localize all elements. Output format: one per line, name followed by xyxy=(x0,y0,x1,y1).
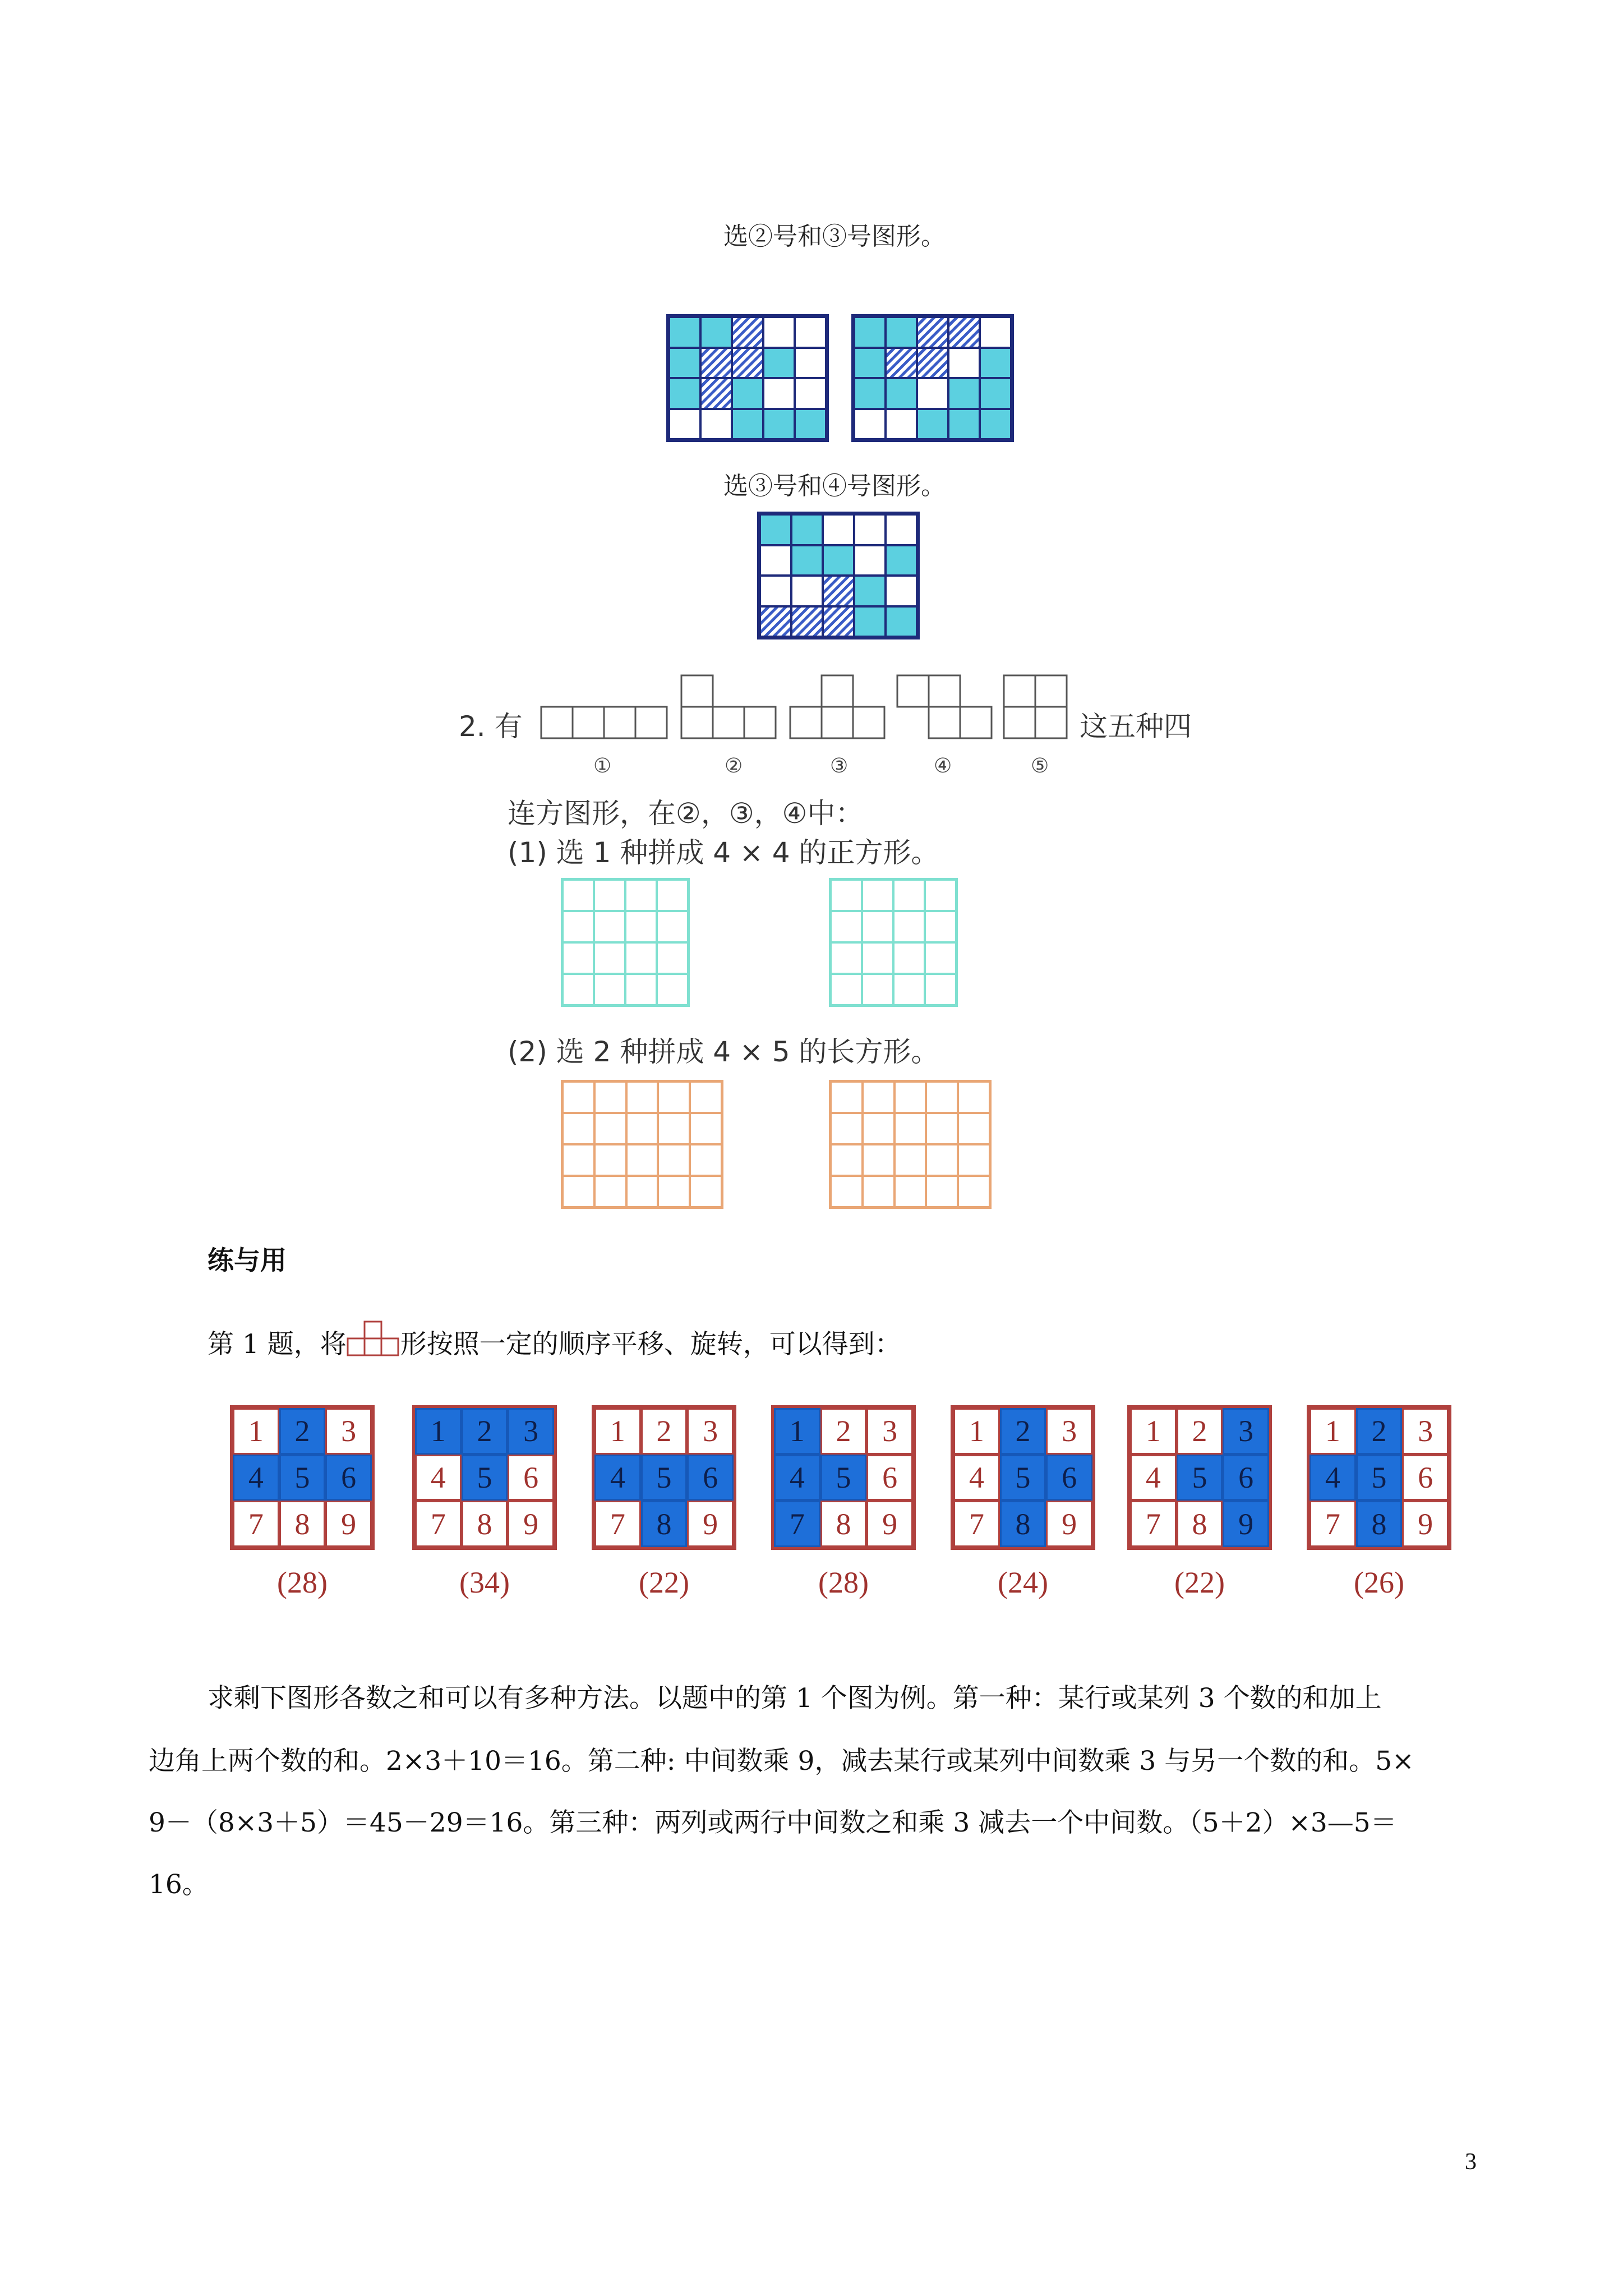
grid-number: 6 xyxy=(687,1455,734,1501)
grid-number: 5 xyxy=(641,1455,688,1501)
grid-cell xyxy=(657,974,688,1005)
grid-cell xyxy=(625,974,657,1005)
grid-cell xyxy=(895,1082,926,1113)
grid-cell xyxy=(562,942,594,974)
task1-before: 第 1 题，将 xyxy=(208,1329,347,1360)
grid-number: 4 xyxy=(594,1455,641,1501)
q2-part1: (1) 选 1 种拼成 4 × 4 的正方形。 xyxy=(508,836,939,869)
grid-number: 6 xyxy=(508,1455,554,1501)
grid-number: 7 xyxy=(1310,1501,1356,1547)
grid-cell xyxy=(958,1082,990,1113)
grid-cell xyxy=(760,514,791,545)
grid-cell xyxy=(958,1144,990,1176)
grid-cell xyxy=(657,911,688,942)
grid-number: 3 xyxy=(1223,1408,1269,1455)
grid-cell xyxy=(700,378,732,409)
grid-cell xyxy=(657,942,688,974)
grid-number: 8 xyxy=(1356,1501,1403,1547)
grid-cell xyxy=(625,911,657,942)
grid-cell xyxy=(893,942,925,974)
grid-cell xyxy=(763,378,795,409)
grid-number: 1 xyxy=(415,1408,462,1455)
grid-cell xyxy=(669,348,700,379)
grid-cell xyxy=(862,942,893,974)
grid-cell xyxy=(862,880,893,911)
grid-number: 1 xyxy=(774,1408,820,1455)
grid-number: 9 xyxy=(325,1501,372,1547)
grid-cell xyxy=(791,545,823,576)
grid-number: 8 xyxy=(279,1501,326,1547)
number-grid xyxy=(412,1405,557,1550)
grid-number: 9 xyxy=(1046,1501,1092,1547)
grid-cell xyxy=(669,317,700,348)
grid-cell xyxy=(893,880,925,911)
grid-cell xyxy=(886,576,917,606)
grid-cell xyxy=(700,317,732,348)
grid-number: 5 xyxy=(1177,1455,1223,1501)
grid-cell xyxy=(562,880,594,911)
grid-number: 8 xyxy=(641,1501,688,1547)
grid-cell xyxy=(562,1082,594,1113)
grid-number: 2 xyxy=(1177,1408,1223,1455)
grid-cell xyxy=(594,880,625,911)
grid-number: 9 xyxy=(866,1501,913,1547)
grid-cell xyxy=(893,911,925,942)
grid-cell xyxy=(863,1082,895,1113)
grid-cell xyxy=(700,348,732,379)
grid-cell xyxy=(831,911,862,942)
grid-number: 2 xyxy=(279,1408,326,1455)
grid-cell xyxy=(831,1144,863,1176)
section-title: 练与用 xyxy=(208,1245,287,1276)
grid-cell xyxy=(854,409,886,440)
grid-sum: (22) xyxy=(1174,1566,1225,1599)
page-number: 3 xyxy=(1465,2149,1477,2175)
grid-number: 2 xyxy=(1356,1408,1403,1455)
grid-number: 4 xyxy=(415,1455,462,1501)
grid-cell xyxy=(562,974,594,1005)
grid-cell xyxy=(926,1176,958,1207)
grid-cell xyxy=(886,317,917,348)
grid-cell xyxy=(562,911,594,942)
grid-number: 2 xyxy=(1000,1408,1046,1455)
grid-number: 3 xyxy=(866,1408,913,1455)
grid-number: 6 xyxy=(1223,1455,1269,1501)
caption-select-2-3: 选②号和③号图形。 xyxy=(723,222,946,251)
grid-cell xyxy=(791,576,823,606)
grid-number: 5 xyxy=(462,1455,508,1501)
grid-cell xyxy=(594,1144,626,1176)
grid-cell xyxy=(823,514,854,545)
grid-cell xyxy=(893,974,925,1005)
solution-grid-c xyxy=(757,512,920,639)
number-grid xyxy=(592,1405,736,1550)
grid-cell xyxy=(690,1176,722,1207)
grid-cell xyxy=(831,1176,863,1207)
grid-cell xyxy=(926,1144,958,1176)
grid-cell xyxy=(958,1113,990,1144)
grid-cell xyxy=(980,348,1011,379)
grid-cell xyxy=(795,317,826,348)
grid-cell xyxy=(823,606,854,637)
grid-number: 7 xyxy=(415,1501,462,1547)
grid-cell xyxy=(980,409,1011,440)
grid-cell xyxy=(925,942,956,974)
grid-cell xyxy=(980,317,1011,348)
grid-number: 3 xyxy=(325,1408,372,1455)
solution-grid-b xyxy=(851,314,1014,442)
grid-number: 8 xyxy=(1177,1501,1223,1547)
grid-cell xyxy=(823,545,854,576)
tetromino-2 xyxy=(681,675,776,738)
grid-cell xyxy=(831,1113,863,1144)
number-grid xyxy=(1307,1405,1451,1550)
grid-number: 2 xyxy=(641,1408,688,1455)
grid-cell xyxy=(948,409,980,440)
grid-cell xyxy=(562,1144,594,1176)
grid-cell xyxy=(862,911,893,942)
tetromino-shapes xyxy=(538,668,1077,746)
grid-cell xyxy=(594,974,625,1005)
grid-cell xyxy=(863,1176,895,1207)
grid-cell xyxy=(763,348,795,379)
grid-number: 8 xyxy=(462,1501,508,1547)
number-grid xyxy=(771,1405,916,1550)
empty-grid-4x4-a xyxy=(561,878,690,1007)
grid-cell xyxy=(669,378,700,409)
grid-sum: (34) xyxy=(459,1566,510,1599)
grid-cell xyxy=(926,1082,958,1113)
q2-part2: (2) 选 2 种拼成 4 × 5 的长方形。 xyxy=(508,1036,939,1068)
grid-cell xyxy=(917,378,948,409)
grid-cell xyxy=(690,1113,722,1144)
grid-number: 9 xyxy=(508,1501,554,1547)
grid-number: 5 xyxy=(1356,1455,1403,1501)
grid-number: 6 xyxy=(1046,1455,1092,1501)
grid-number: 6 xyxy=(1402,1455,1449,1501)
grid-cell xyxy=(886,348,917,379)
grid-cell xyxy=(831,942,862,974)
grid-cell xyxy=(831,880,862,911)
grid-cell xyxy=(917,317,948,348)
number-grid xyxy=(951,1405,1095,1550)
grid-cell xyxy=(925,880,956,911)
grid-number: 6 xyxy=(325,1455,372,1501)
grid-cell xyxy=(690,1144,722,1176)
grid-cell xyxy=(791,514,823,545)
explanation-line-1: 求剩下图形各数之和可以有多种方法。以题中的第 1 个图为例。第一种：某行或某列 3 个数的和加上 xyxy=(208,1683,1382,1714)
grid-cell xyxy=(854,606,886,637)
task1-after: 形按照一定的顺序平移、旋转，可以得到： xyxy=(400,1329,901,1360)
grid-cell xyxy=(895,1113,926,1144)
grid-cell xyxy=(926,1113,958,1144)
grid-cell xyxy=(626,1144,658,1176)
grid-cell xyxy=(854,348,886,379)
grid-cell xyxy=(795,378,826,409)
grid-cell xyxy=(854,378,886,409)
grid-cell xyxy=(625,942,657,974)
q2-suffix: 这五种四 xyxy=(1080,710,1192,743)
grid-number: 1 xyxy=(1310,1408,1356,1455)
grid-cell xyxy=(658,1113,690,1144)
grid-cell xyxy=(886,606,917,637)
grid-cell xyxy=(854,545,886,576)
grid-number: 6 xyxy=(866,1455,913,1501)
grid-cell xyxy=(925,911,956,942)
grid-cell xyxy=(917,409,948,440)
grid-number: 7 xyxy=(953,1501,1000,1547)
grid-cell xyxy=(700,409,732,440)
grid-sum: (26) xyxy=(1354,1566,1404,1599)
grid-cell xyxy=(831,974,862,1005)
q2-line1: 连方图形，在②，③，④中： xyxy=(508,797,864,830)
grid-cell xyxy=(760,606,791,637)
grid-cell xyxy=(669,409,700,440)
empty-grid-4x5-b xyxy=(829,1080,992,1209)
explanation-line-3: 9－（8×3＋5）＝45－29＝16。第三种：两列或两行中间数之和乘 3 减去一个中间数。（5＋2）×3—5＝ xyxy=(149,1807,1397,1838)
number-grid xyxy=(230,1405,375,1550)
explanation-line-4: 16。 xyxy=(149,1869,209,1900)
grid-number: 7 xyxy=(594,1501,641,1547)
grid-number: 3 xyxy=(508,1408,554,1455)
grid-cell xyxy=(795,348,826,379)
grid-number: 5 xyxy=(1000,1455,1046,1501)
grid-cell xyxy=(690,1082,722,1113)
grid-cell xyxy=(626,1113,658,1144)
grid-number: 7 xyxy=(1130,1501,1177,1547)
tetromino-5 xyxy=(1004,675,1067,738)
grid-number: 3 xyxy=(687,1408,734,1455)
grid-number: 8 xyxy=(1000,1501,1046,1547)
grid-number: 7 xyxy=(233,1501,279,1547)
grid-cell xyxy=(594,1176,626,1207)
grid-cell xyxy=(763,317,795,348)
grid-cell xyxy=(895,1144,926,1176)
grid-number: 9 xyxy=(687,1501,734,1547)
grid-cell xyxy=(562,1176,594,1207)
grid-cell xyxy=(948,317,980,348)
grid-cell xyxy=(886,545,917,576)
grid-cell xyxy=(763,409,795,440)
grid-number: 9 xyxy=(1223,1501,1269,1547)
grid-number: 1 xyxy=(953,1408,1000,1455)
grid-number: 2 xyxy=(820,1408,867,1455)
tetromino-1 xyxy=(541,707,667,738)
grid-number: 5 xyxy=(279,1455,326,1501)
grid-number: 9 xyxy=(1402,1501,1449,1547)
grid-cell xyxy=(562,1113,594,1144)
grid-cell xyxy=(658,1176,690,1207)
grid-number: 4 xyxy=(1130,1455,1177,1501)
grid-cell xyxy=(917,348,948,379)
tetromino-4 xyxy=(897,675,992,738)
grid-cell xyxy=(791,606,823,637)
grid-cell xyxy=(732,409,763,440)
number-grid xyxy=(1127,1405,1272,1550)
grid-number: 4 xyxy=(233,1455,279,1501)
grid-number: 7 xyxy=(774,1501,820,1547)
grid-cell xyxy=(958,1176,990,1207)
solution-grid-a xyxy=(666,314,829,442)
grid-cell xyxy=(854,317,886,348)
grid-cell xyxy=(854,576,886,606)
grid-cell xyxy=(732,378,763,409)
empty-grid-4x4-b xyxy=(829,878,958,1007)
grid-sum: (28) xyxy=(277,1566,328,1599)
grid-number: 4 xyxy=(1310,1455,1356,1501)
grid-cell xyxy=(594,911,625,942)
t-shape-icon xyxy=(347,1319,400,1359)
grid-cell xyxy=(862,974,893,1005)
grid-sum: (28) xyxy=(818,1566,869,1599)
grid-cell xyxy=(854,514,886,545)
grid-cell xyxy=(625,880,657,911)
grid-cell xyxy=(831,1082,863,1113)
q2-prefix: 2. 有 xyxy=(459,710,523,743)
grid-cell xyxy=(886,409,917,440)
grid-cell xyxy=(594,942,625,974)
grid-cell xyxy=(823,576,854,606)
grid-cell xyxy=(760,576,791,606)
grid-cell xyxy=(886,514,917,545)
grid-cell xyxy=(760,545,791,576)
grid-number: 4 xyxy=(953,1455,1000,1501)
grid-cell xyxy=(863,1144,895,1176)
grid-cell xyxy=(657,880,688,911)
grid-sum: (22) xyxy=(639,1566,689,1599)
label-2: ② xyxy=(725,754,743,777)
label-5: ⑤ xyxy=(1031,754,1049,777)
grid-cell xyxy=(732,317,763,348)
grid-number: 4 xyxy=(774,1455,820,1501)
grid-cell xyxy=(948,378,980,409)
grid-cell xyxy=(980,378,1011,409)
grid-cell xyxy=(594,1082,626,1113)
empty-grid-4x5-a xyxy=(561,1080,723,1209)
grid-number: 8 xyxy=(820,1501,867,1547)
grid-number: 1 xyxy=(594,1408,641,1455)
grid-cell xyxy=(658,1144,690,1176)
explanation-line-2: 边角上两个数的和。2×3＋10＝16。第二种: 中间数乘 9，减去某行或某列中间数乘 3 与另一个数的和。5× xyxy=(149,1746,1414,1777)
grid-number: 3 xyxy=(1046,1408,1092,1455)
grid-cell xyxy=(795,409,826,440)
caption-select-3-4: 选③号和④号图形。 xyxy=(723,472,946,500)
grid-cell xyxy=(863,1113,895,1144)
grid-number: 1 xyxy=(233,1408,279,1455)
label-3: ③ xyxy=(830,754,849,777)
tetromino-3 xyxy=(790,675,884,738)
grid-cell xyxy=(658,1082,690,1113)
label-4: ④ xyxy=(934,754,952,777)
grid-cell xyxy=(594,1113,626,1144)
grid-cell xyxy=(925,974,956,1005)
grid-sum: (24) xyxy=(998,1566,1048,1599)
grid-cell xyxy=(626,1082,658,1113)
grid-cell xyxy=(895,1176,926,1207)
grid-cell xyxy=(626,1176,658,1207)
grid-cell xyxy=(886,378,917,409)
grid-cell xyxy=(948,348,980,379)
grid-number: 3 xyxy=(1402,1408,1449,1455)
grid-number: 5 xyxy=(820,1455,867,1501)
grid-number: 2 xyxy=(462,1408,508,1455)
grid-cell xyxy=(732,348,763,379)
task1-line xyxy=(208,1319,901,1361)
label-1: ① xyxy=(593,754,612,777)
grid-number: 1 xyxy=(1130,1408,1177,1455)
